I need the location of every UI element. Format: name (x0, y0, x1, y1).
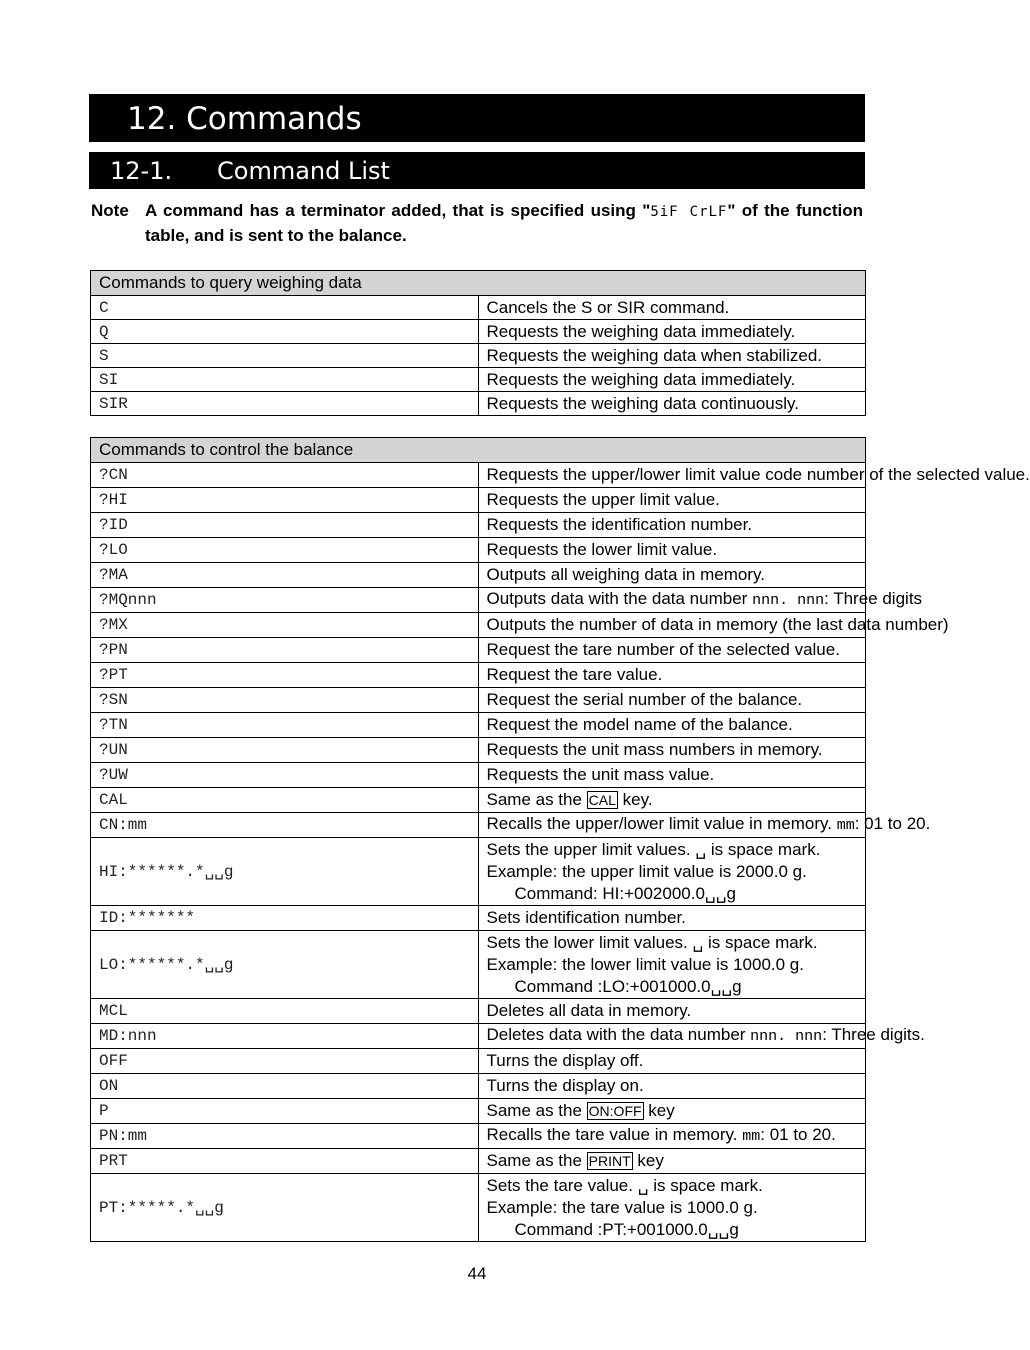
description-text: Recalls the upper/lower limit value in memory. (486, 814, 837, 833)
command-description: Cancels the S or SIR command. (478, 296, 866, 320)
section-number: 12-1. (110, 157, 173, 185)
command-code: OFF (91, 1049, 479, 1074)
command-code: ID:******* (91, 906, 479, 931)
note-text-pre: A command has a terminator added, that is specified using " (145, 201, 651, 220)
command-code: P (91, 1099, 479, 1124)
description-text: : Three digits. (822, 1025, 925, 1044)
command-description: Request the serial number of the balance. (478, 688, 866, 713)
description-line: Sets the upper limit values. ␣ is space mark. (486, 839, 821, 859)
command-code: ?MA (91, 563, 479, 588)
note-text-post: " of the function table, and is sent to the balance. (145, 201, 864, 245)
description-text: Same as the (486, 790, 587, 809)
description-line: Sets the lower limit values. ␣ is space mark. (486, 932, 818, 952)
command-code: ?MQnnn (91, 588, 479, 613)
command-description: Requests the weighing data when stabilized. (478, 344, 866, 368)
table-caption: Commands to control the balance (91, 438, 866, 463)
command-code: PRT (91, 1149, 479, 1174)
example-line: Example: the upper limit value is 2000.0 g. (486, 861, 807, 881)
note-text (145, 199, 863, 248)
command-description (478, 1024, 925, 1049)
command-code: ?PN (91, 638, 479, 663)
command-description: Requests the weighing data immediately. (478, 320, 866, 344)
section-title: Command List (217, 157, 390, 185)
description-text: key. (617, 790, 653, 809)
note (91, 199, 863, 248)
command-description (478, 813, 931, 838)
chapter-heading: 12. Commands (89, 94, 865, 142)
command-code: HI:******.*␣␣g (91, 838, 479, 906)
command-code: ?LO (91, 538, 479, 563)
note-label: Note (91, 201, 129, 220)
command-description: Outputs all weighing data in memory. (478, 563, 866, 588)
command-code: ON (91, 1074, 479, 1099)
command-code: ?CN (91, 463, 479, 488)
description-text: key (632, 1151, 664, 1170)
command-description (478, 931, 866, 999)
description-text: Deletes data with the data number (486, 1025, 751, 1044)
description-text: Same as the (486, 1101, 587, 1120)
command-description: Requests the lower limit value. (478, 538, 866, 563)
command-code: ?TN (91, 713, 479, 738)
command-description: Turns the display off. (478, 1049, 866, 1074)
command-description (478, 588, 923, 613)
example-line: Example: the lower limit value is 1000.0 g. (486, 954, 804, 974)
command-description: Deletes all data in memory. (478, 999, 866, 1024)
command-description (478, 1124, 866, 1149)
table-caption: Commands to query weighing data (91, 271, 866, 296)
description-text: Same as the (486, 1151, 587, 1170)
description-text: Recalls the tare value in memory. (486, 1125, 743, 1144)
command-code: CAL (91, 788, 479, 813)
example-command: Command: HI:+002000.0␣␣g (514, 883, 736, 903)
memory-number-placeholder: mm (836, 817, 855, 834)
description-text: : 01 to 20. (760, 1125, 836, 1144)
command-code: PT:*****.*␣␣g (91, 1174, 479, 1242)
command-description: Requests the upper/lower limit value code number of the selected value. (478, 463, 866, 488)
command-description: Requests the identification number. (478, 513, 866, 538)
command-description (478, 1174, 866, 1242)
page-number: 44 (467, 1264, 487, 1283)
command-code: LO:******.*␣␣g (91, 931, 479, 999)
description-line: Sets the tare value. ␣ is space mark. (486, 1175, 763, 1195)
command-code: SIR (91, 392, 479, 416)
example-command: Command :PT:+001000.0␣␣g (514, 1219, 739, 1239)
data-number-placeholder: nnn. nnn (750, 1028, 823, 1045)
command-description: Request the tare number of the selected value. (478, 638, 866, 663)
command-code: C (91, 296, 479, 320)
command-description: Outputs the number of data in memory (the last data number) (478, 613, 866, 638)
command-description: Turns the display on. (478, 1074, 866, 1099)
command-code: CN:mm (91, 813, 479, 838)
command-code: ?PT (91, 663, 479, 688)
description-text: Outputs data with the data number (486, 589, 753, 608)
command-description (478, 1149, 866, 1174)
command-description: Requests the weighing data immediately. (478, 368, 866, 392)
command-code: MD:nnn (91, 1024, 479, 1049)
on-off-key-label: ON:OFF (588, 1103, 642, 1119)
memory-number-placeholder: mm (742, 1128, 761, 1145)
command-description: Sets identification number. (478, 906, 866, 931)
command-description (478, 838, 866, 906)
query-commands-table (90, 270, 866, 416)
command-description: Request the model name of the balance. (478, 713, 866, 738)
command-code: SI (91, 368, 479, 392)
cal-key-label: CAL (588, 792, 616, 808)
example-line: Example: the tare value is 1000.0 g. (486, 1197, 758, 1217)
command-description (478, 788, 866, 813)
command-code: ?SN (91, 688, 479, 713)
command-code: ?ID (91, 513, 479, 538)
command-code: PN:mm (91, 1124, 479, 1149)
command-description (478, 1099, 866, 1124)
command-code: Q (91, 320, 479, 344)
command-description: Requests the weighing data continuously. (478, 392, 866, 416)
command-code: ?HI (91, 488, 479, 513)
description-text: : Three digits (824, 589, 923, 608)
command-code: MCL (91, 999, 479, 1024)
command-code: ?UW (91, 763, 479, 788)
command-description: Request the tare value. (478, 663, 866, 688)
description-text: : 01 to 20. (854, 814, 931, 833)
command-code: ?MX (91, 613, 479, 638)
section-heading (89, 152, 865, 189)
command-description: Requests the unit mass value. (478, 763, 866, 788)
command-code: S (91, 344, 479, 368)
control-commands-table (90, 437, 1030, 1242)
command-description: Requests the unit mass numbers in memory. (478, 738, 866, 763)
terminator-setting: 5iF CrLF (650, 204, 728, 220)
data-number-placeholder: nnn. nnn (752, 592, 825, 609)
description-text: key (643, 1101, 675, 1120)
example-command: Command :LO:+001000.0␣␣g (514, 976, 742, 996)
print-key-label: PRINT (588, 1153, 631, 1169)
command-code: ?UN (91, 738, 479, 763)
command-description: Requests the upper limit value. (478, 488, 866, 513)
